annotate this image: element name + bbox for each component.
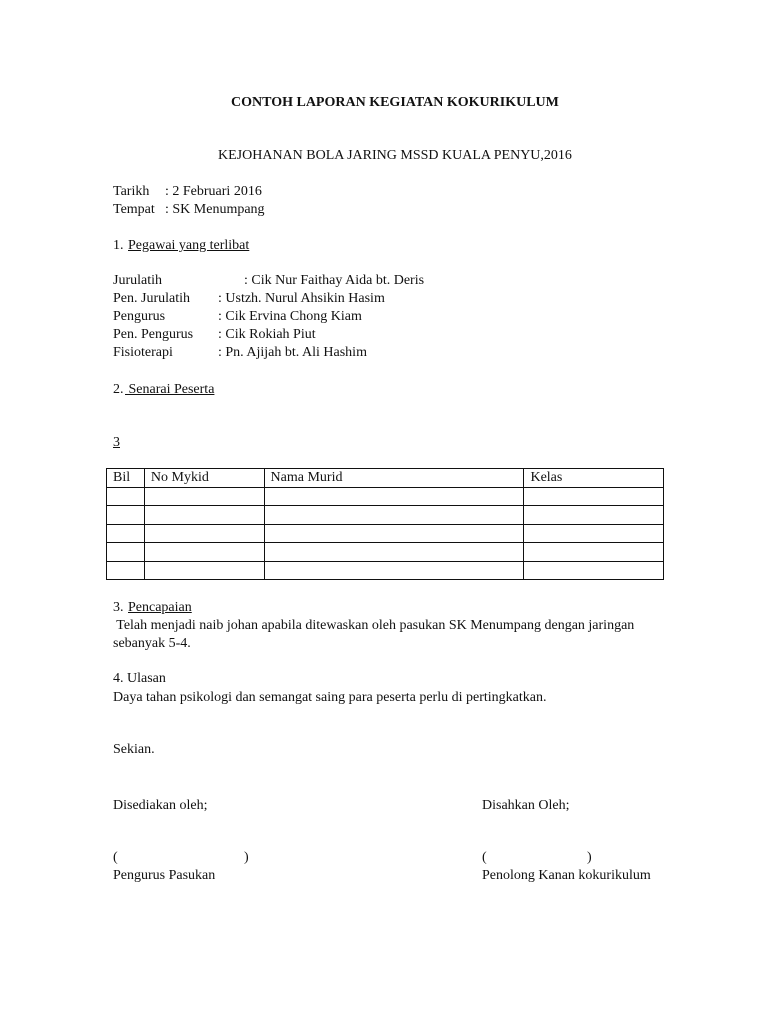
closing-text: Sekian.	[113, 742, 155, 757]
section2-heading: Senarai Peserta	[125, 382, 215, 397]
venue-value: : SK Menumpang	[165, 202, 265, 217]
document-title: CONTOH LAPORAN KEGIATAN KOKURIKULUM	[231, 95, 559, 110]
signature-open-bracket: (	[482, 850, 487, 865]
table-row	[107, 561, 664, 580]
official-name: : Cik Ervina Chong Kiam	[218, 309, 362, 324]
official-role: Pen. Jurulatih	[113, 291, 190, 306]
table-cell	[264, 524, 524, 543]
achievement-text-cont: sebanyak 5-4.	[113, 636, 191, 651]
column-header-kelas: Kelas	[524, 469, 664, 488]
signature-close-bracket: )	[244, 850, 249, 865]
table-cell	[107, 561, 145, 580]
signature-close-bracket: )	[587, 850, 592, 865]
table-cell	[144, 561, 264, 580]
section3-heading: Pencapaian	[128, 600, 192, 615]
table-cell	[144, 487, 264, 506]
official-role: Pen. Pengurus	[113, 327, 194, 342]
section2-number: 2.	[113, 382, 124, 397]
official-role: Jurulatih	[113, 273, 162, 288]
table-cell	[524, 524, 664, 543]
table-row	[107, 524, 664, 543]
section-marker: 3	[113, 435, 120, 450]
table-header-row	[107, 469, 664, 488]
column-header-bil: Bil	[107, 469, 145, 488]
table-cell	[107, 543, 145, 562]
table-cell	[264, 506, 524, 525]
table-cell	[264, 487, 524, 506]
approver-role: Penolong Kanan kokurikulum	[482, 868, 651, 883]
column-header-mykid: No Mykid	[144, 469, 264, 488]
date-value: : 2 Februari 2016	[165, 184, 262, 199]
section4-heading: 4. Ulasan	[113, 671, 166, 686]
table-cell	[524, 561, 664, 580]
approved-by-label: Disahkan Oleh;	[482, 798, 570, 813]
event-title: KEJOHANAN BOLA JARING MSSD KUALA PENYU,2016	[218, 148, 572, 163]
preparer-role: Pengurus Pasukan	[113, 868, 216, 883]
table-cell	[107, 506, 145, 525]
table-cell	[264, 543, 524, 562]
section1-heading: Pegawai yang terlibat	[128, 238, 250, 253]
official-role: Pengurus	[113, 309, 166, 324]
participants-table	[106, 468, 664, 580]
column-header-nama: Nama Murid	[264, 469, 524, 488]
signature-open-bracket: (	[113, 850, 118, 865]
table-cell	[524, 543, 664, 562]
table-cell	[107, 487, 145, 506]
venue-label: Tempat	[113, 202, 155, 217]
table-cell	[524, 487, 664, 506]
section1-number: 1.	[113, 238, 124, 253]
official-role: Fisioterapi	[113, 345, 173, 360]
table-row	[107, 487, 664, 506]
table-row	[107, 543, 664, 562]
official-name: : Ustzh. Nurul Ahsikin Hasim	[218, 291, 385, 306]
table-cell	[264, 561, 524, 580]
prepared-by-label: Disediakan oleh;	[113, 798, 208, 813]
section3-number: 3.	[113, 600, 124, 615]
review-text: Daya tahan psikologi dan semangat saing para peserta perlu di pertingkatkan.	[113, 690, 547, 705]
table-cell	[524, 506, 664, 525]
table-cell	[144, 506, 264, 525]
table-cell	[144, 543, 264, 562]
official-name: : Pn. Ajijah bt. Ali Hashim	[218, 345, 367, 360]
date-label: Tarikh	[113, 184, 150, 199]
official-name: : Cik Nur Faithay Aida bt. Deris	[244, 273, 425, 288]
achievement-text: Telah menjadi naib johan apabila ditewaskan oleh pasukan SK Menumpang dengan jaringan	[113, 618, 635, 633]
table-cell	[144, 524, 264, 543]
table-row	[107, 506, 664, 525]
table-cell	[107, 524, 145, 543]
official-name: : Cik Rokiah Piut	[218, 327, 316, 342]
